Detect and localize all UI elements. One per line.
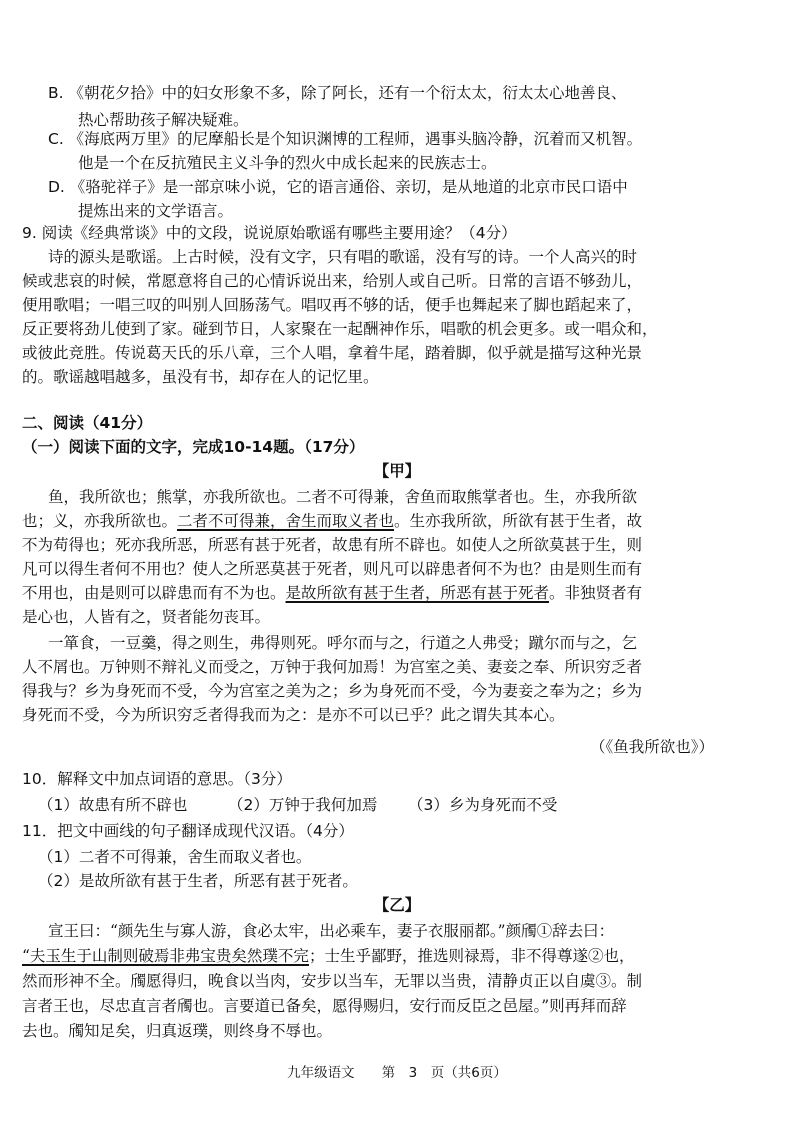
option-d-line2: 提炼出来的文学语言。 (78, 202, 234, 220)
q10-item-2: （2）万钟于我何加焉 (228, 796, 378, 814)
yi-text: ；士生乎鄙野，推选则禄焉，非不得尊遂②也， (308, 947, 635, 965)
jia-p2-line: 一箪食，一豆羹，得之则生，弗得则死。呼尔而与之，行道之人弗受；蹴尔而与之，乞 (48, 634, 638, 652)
q11-item-1: （1）二者不可得兼，舍生而取义者也。 (38, 848, 312, 866)
jia-text: 。非独贤者有 (549, 584, 643, 602)
question-9-stem: 9. 阅读《经典常谈》中的文段，说说原始歌谣有哪些主要用途？（4分） (22, 224, 517, 242)
jia-line: 凡可以得生者何不用也？使人之所恶莫甚于死者，则凡可以辟患者何不为也？由是则生而有 (22, 560, 643, 578)
subsection-1-title: （一）阅读下面的文字，完成10-14题。（17分） (22, 438, 365, 456)
jia-p2-line: 人不屑也。万钟则不辩礼义而受之，万钟于我何加焉！为宫室之美、妻妾之奉、所识穷乏者 (22, 658, 643, 676)
q9-passage-line: 便用歌唱；一唱三叹的叫别人回肠荡气。唱叹再不够的话，便手也舞起来了脚也蹈起来了， (22, 296, 643, 314)
underlined-sentence-3: “夫玉生于山制则破焉非弗宝贵矣然璞不完 (22, 947, 309, 965)
jia-heading: 【甲】 (373, 462, 421, 480)
q9-passage-line: 的。歌谣越唱越多，虽没有书，却存在人的记忆里。 (22, 368, 379, 386)
yi-line: 宣王曰：“颜先生与寡人游，食必太牢，出必乘车，妻子衣服丽都。”颜斶①辞去曰： (48, 922, 615, 940)
option-b-line2: 热心帮助孩子解决疑难。 (78, 111, 249, 129)
yi-line: 言者王也，尽忠直言者斶也。言要道已备矣，愿得赐归，安行而反臣之邑屋。”则再拜而辞 (22, 997, 627, 1015)
jia-line: 是心也，人皆有之，贤者能勿丧耳。 (22, 608, 271, 626)
jia-line: 不为苟得也；死亦我所恶，所恶有甚于死者，故患有所不辟也。如使人之所欲莫甚于生，则 (22, 536, 643, 554)
q10-item-1: （1）故患有所不辟也 (38, 796, 188, 814)
jia-line (22, 582, 642, 604)
option-c-line1: C. 《海底两万里》的尼摩船长是个知识渊博的工程师，遇事头脑冷静，沉着而又机智。 (48, 130, 643, 148)
yi-heading: 【乙】 (373, 896, 421, 914)
option-b-line1: B. 《朝花夕拾》中的妇女形象不多，除了阿长，还有一个衍太太，衍太太心地善良、 (48, 84, 627, 102)
jia-p2-line: 身死而不受，今为所识穷乏者得我而为之：是亦不可以已乎？此之谓失其本心。 (22, 706, 565, 724)
section-2-title: 二、阅读（41分） (22, 414, 153, 432)
jia-line (22, 510, 642, 532)
question-11-stem: 11．把文中画线的句子翻译成现代汉语。（4分） (22, 822, 354, 840)
underlined-sentence-2: 是故所欲有甚于生者，所恶有甚于死者 (285, 584, 550, 602)
yi-line (22, 945, 634, 967)
question-10-stem: 10．解释文中加点词语的意思。（3分） (22, 770, 292, 788)
q10-item-3: （3）乡为身死而不受 (408, 796, 558, 814)
jia-line: 鱼，我所欲也；熊掌，亦我所欲也。二者不可得兼，舍鱼而取熊掌者也。生，亦我所欲 (48, 488, 638, 506)
q9-passage-line: 候或悲哀的时候，常愿意将自己的心情诉说出来，给别人或自己听。日常的言语不够劲儿， (22, 272, 643, 290)
q9-passage-line: 诗的源头是歌谣。上古时候，没有文字，只有唱的歌谣，没有写的诗。一个人高兴的时 (48, 248, 638, 266)
jia-text: 。生亦我所欲，所欲有甚于生者，故 (394, 512, 643, 530)
jia-p2-line: 得我与？乡为身死而不受，今为宫室之美为之；乡为身死而不受，今为妻妾之奉为之；乡为 (22, 682, 643, 700)
jia-source: （《鱼我所欲也》） (590, 738, 715, 756)
yi-line: 去也。斶知足矣，归真返璞，则终身不辱也。 (22, 1022, 333, 1040)
q9-passage-line: 反正要将劲儿使到了家。碰到节日，人家聚在一起酬神作乐，唱歌的机会更多。或一唱众和， (22, 320, 658, 338)
jia-text: 不用也，由是则可以辟患而有不为也。 (22, 584, 286, 602)
q9-passage-line: 或彼此竞胜。传说葛天氏的乐八章，三个人唱，拿着牛尾，踏着脚，似乎就是描写这种光景 (22, 344, 643, 362)
option-d-line1: D. 《骆驼祥子》是一部京味小说，它的语言通俗、亲切，是从地道的北京市民口语中 (48, 178, 628, 196)
underlined-sentence-1: 二者不可得兼，舍生而取义者也 (177, 512, 395, 530)
jia-text: 也；义，亦我所欲也。 (22, 512, 178, 530)
option-c-line2: 他是一个在反抗殖民主义斗争的烈火中成长起来的民族志士。 (78, 154, 497, 172)
yi-line: 然而形神不全。斶愿得归，晚食以当肉，安步以当车，无罪以当贵，清静贞正以自虞③。制 (22, 972, 643, 990)
page-footer: 九年级语文 第 3 页（共6页） (287, 1065, 507, 1081)
q11-item-2: （2）是故所欲有甚于生者，所恶有甚于死者。 (38, 872, 358, 890)
